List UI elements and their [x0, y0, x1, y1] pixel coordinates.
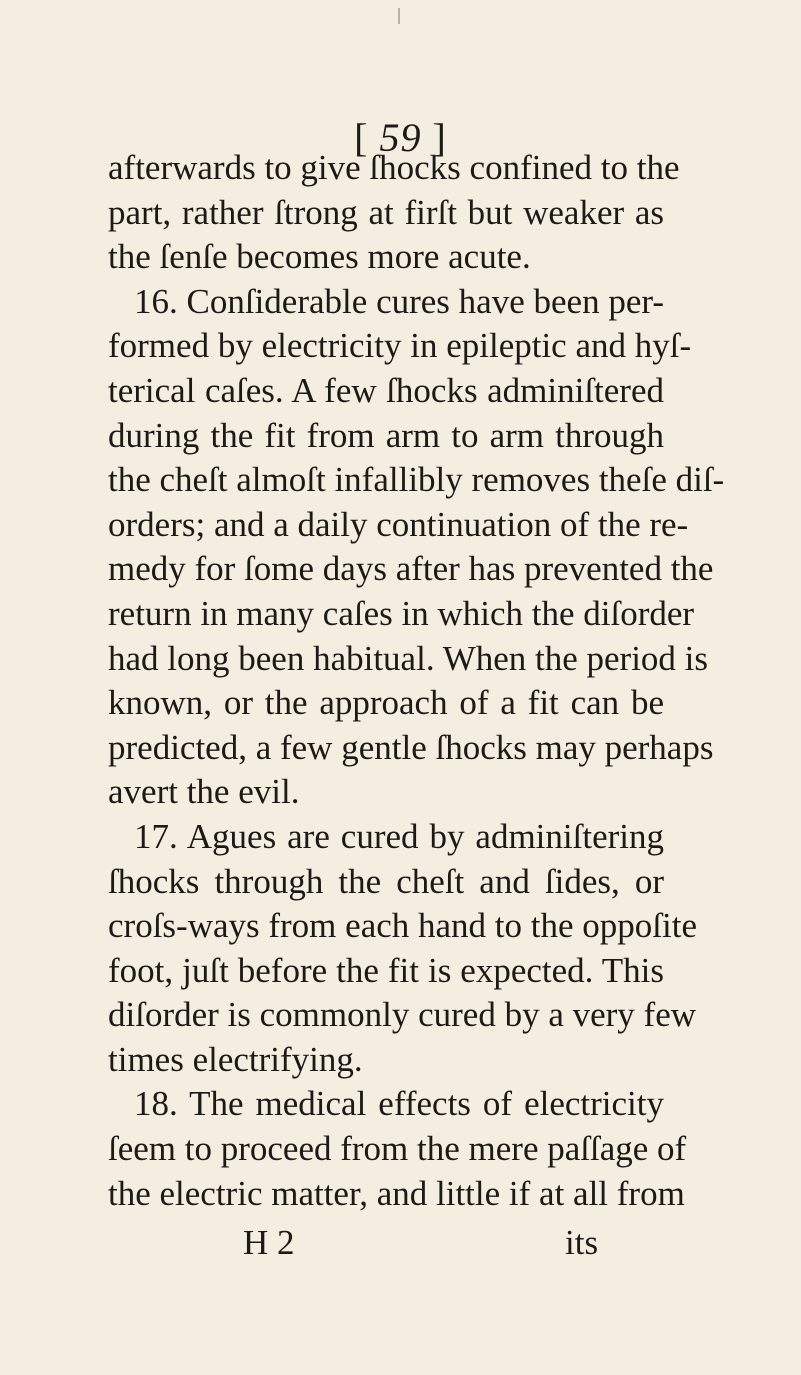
- text-line: the ſenſe becomes more acute.: [108, 237, 531, 277]
- text-line: 18. The medical effects of electricity: [134, 1084, 664, 1124]
- text-line: croſs-ways from each hand to the oppoſite: [108, 906, 697, 946]
- text-line: formed by electricity in epileptic and hyſ-: [108, 326, 692, 366]
- text-line: 17. Agues are cured by adminiſtering: [134, 816, 664, 856]
- text-line: diſorder is commonly cured by a very few: [108, 995, 697, 1035]
- header-open-bracket: [: [354, 115, 369, 160]
- text-line: ſeem to proceed from the mere paſſage of: [108, 1129, 687, 1169]
- text-line: orders; and a daily continuation of the re-: [108, 504, 689, 544]
- text-line: during the fit from arm to arm through: [108, 415, 664, 455]
- text-line: predicted, a few gentle ſhocks may perhaps: [108, 727, 714, 767]
- page-footer: [0, 1221, 801, 1265]
- text-line: times electrifying.: [108, 1039, 363, 1079]
- text-line: afterwards to give ſhocks confined to the: [108, 148, 680, 187]
- text-line: had long been habitual. When the period is: [108, 638, 709, 678]
- text-line: known, or the approach of a fit can be: [108, 683, 664, 723]
- text-line: medy for ſome days after has prevented the: [108, 549, 714, 589]
- text-line: the electric matter, and little if at all from: [108, 1173, 685, 1213]
- text-line: 16. Conſiderable cures have been per-: [134, 281, 664, 321]
- text-line: the cheſt almoſt infallibly removes theſe diſ-: [108, 460, 725, 500]
- signature-mark: H 2: [243, 1223, 295, 1262]
- header-close-bracket: ]: [432, 115, 447, 160]
- text-line: ſhocks through the cheſt and ſides, or: [108, 861, 664, 901]
- text-line: foot, juſt before the fit is expected. This: [108, 950, 664, 990]
- text-line: avert the evil.: [108, 772, 300, 812]
- text-line: terical caſes. A few ſhocks adminiſtered: [108, 370, 664, 410]
- text-line: return in many caſes in which the diſorder: [108, 593, 695, 633]
- text-line: part, rather ſtrong at firſt but weaker as: [108, 192, 664, 232]
- paper-speck: [398, 8, 400, 24]
- catchword: its: [565, 1223, 599, 1262]
- page-number: 59: [379, 115, 422, 160]
- body-text: [108, 146, 725, 1216]
